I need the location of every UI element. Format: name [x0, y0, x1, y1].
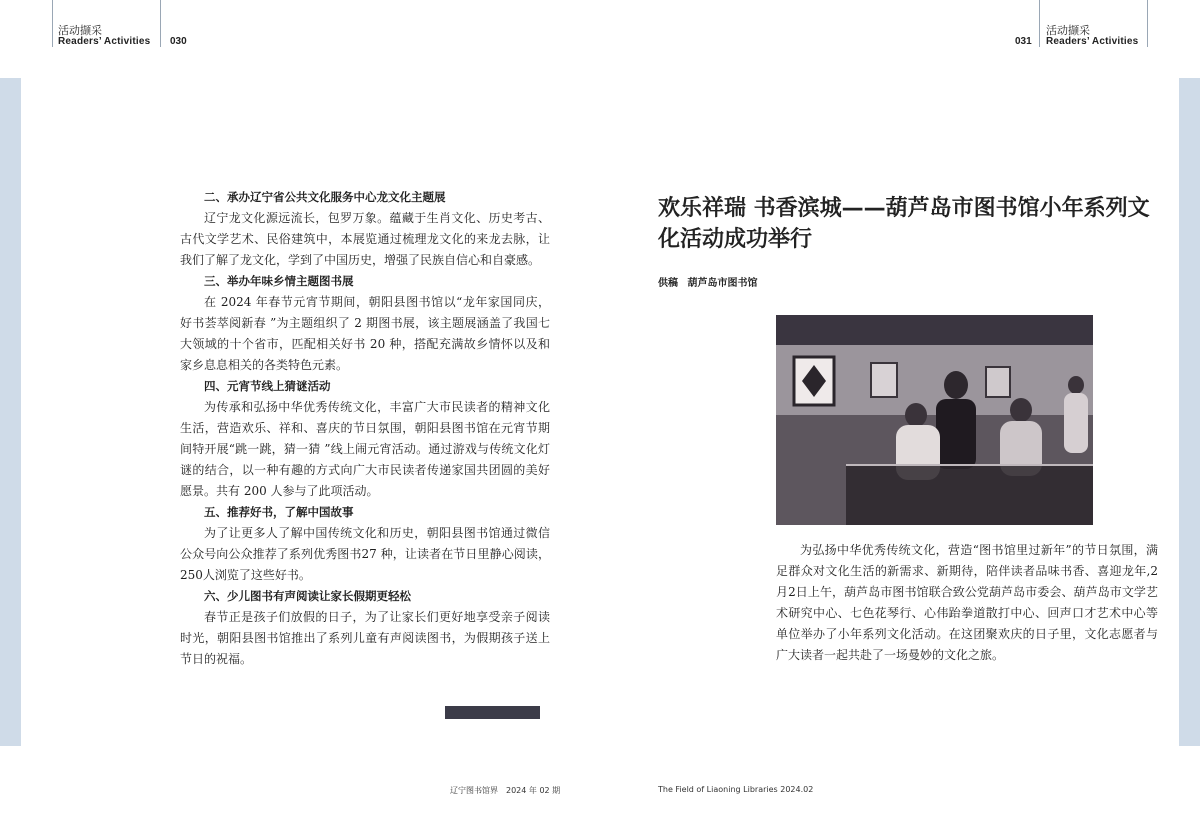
- header-right-section-cn: 活动撷采: [1046, 24, 1090, 37]
- section-heading: 四、元宵节线上猜谜活动: [204, 379, 331, 393]
- section-paragraph: 为了让更多人了解中国传统文化和历史，朝阳县图书馆通过微信公众号向公众推荐了系列优秀图书27 种，让读者在节日里静心阅读，250人浏览了这些好书。: [180, 526, 550, 582]
- decorative-end-bar: [445, 706, 540, 719]
- header-right-rule: [1147, 0, 1148, 47]
- header-left-divider: [160, 0, 161, 47]
- section-heading: 二、承办辽宁省公共文化服务中心龙文化主题展: [204, 190, 446, 204]
- header-left-page-number: 030: [170, 36, 187, 47]
- header-right-divider: [1039, 0, 1040, 47]
- section-heading: 六、少儿图书有声阅读让家长假期更轻松: [204, 589, 411, 603]
- article-section: [180, 187, 550, 271]
- right-side-band: [1179, 78, 1200, 746]
- byline-label: 供稿: [658, 278, 678, 289]
- header-left-section-cn: 活动撷采: [58, 24, 102, 37]
- section-paragraph: 在 2024 年春节元宵节期间，朝阳县图书馆以“龙年家国同庆， 好书荟萃阅新春 ”为主题组织了 2 期图书展，该主题展涵盖了我国七大领域的十个省市，匹配相关好书 20 种，搭配充满故乡情怀以及和家乡息息相关的各类特色元素。: [180, 295, 550, 372]
- article-section: [180, 586, 550, 670]
- section-paragraph: 为传承和弘扬中华优秀传统文化，丰富广大市民读者的精神文化生活，营造欢乐、祥和、喜庆的节日氛围，朝阳县图书馆在元宵节期间特开展“跳一跳，猜一猜 ”线上闹元宵活动。通过游戏与传统文化灯谜的结合，以一种有趣的方式向广大市民读者传递家国共团圆的美好愿景。共有 200 人参与了此项活动。: [180, 400, 550, 498]
- header-left-rule: [52, 0, 53, 47]
- footer-right: The Field of Liaoning Libraries 2024.02: [658, 785, 814, 794]
- byline: [658, 274, 757, 289]
- header-right-section-en: Readers’ Activities: [1046, 36, 1139, 47]
- article-body: [776, 540, 1158, 666]
- article-section: [180, 271, 550, 376]
- event-photo: [776, 315, 1093, 525]
- section-paragraph: 辽宁龙文化源远流长，包罗万象。蕴藏于生肖文化、历史考古、古代文学艺术、民俗建筑中，本展览通过梳理龙文化的来龙去脉，让我们了解了龙文化，学到了中国历史，增强了民族自信心和自豪感。: [180, 211, 550, 267]
- footer-left: 辽宁图书馆界 2024 年 02 期: [450, 786, 561, 795]
- header-left-section-en: Readers’ Activities: [58, 36, 151, 47]
- article-section: [180, 502, 550, 586]
- article-paragraph: 为弘扬中华优秀传统文化，营造“图书馆里过新年”的节日氛围，满足群众对文化生活的新需求、新期待，陪伴读者品味书香、喜迎龙年,2月2日上午，葫芦岛市图书馆联合致公党葫芦岛市委会、葫芦岛市文学艺术研究中心、七色花琴行、心伟跆拳道散打中心、回声口才艺术中心等单位举办了小年系列文化活动。在这团聚欢庆的日子里，文化志愿者与广大读者一起共赴了一场曼妙的文化之旅。: [776, 543, 1158, 662]
- left-side-band: [0, 78, 21, 746]
- left-article: [180, 187, 550, 670]
- section-heading: 三、举办年味乡情主题图书展: [204, 274, 354, 288]
- article-title: 欢乐祥瑞 书香滨城——葫芦岛市图书馆小年系列文化活动成功举行: [658, 196, 1150, 252]
- article-section: [180, 376, 550, 502]
- byline-source: 葫芦岛市图书馆: [687, 278, 758, 289]
- photo-exhibition-icon: [776, 315, 1093, 525]
- header-right-page-number: 031: [1015, 36, 1032, 47]
- section-paragraph: 春节正是孩子们放假的日子，为了让家长们更好地享受亲子阅读时光，朝阳县图书馆推出了系列儿童有声阅读图书，为假期孩子送上节日的祝福。: [180, 610, 550, 666]
- section-heading: 五、推荐好书，了解中国故事: [204, 505, 354, 519]
